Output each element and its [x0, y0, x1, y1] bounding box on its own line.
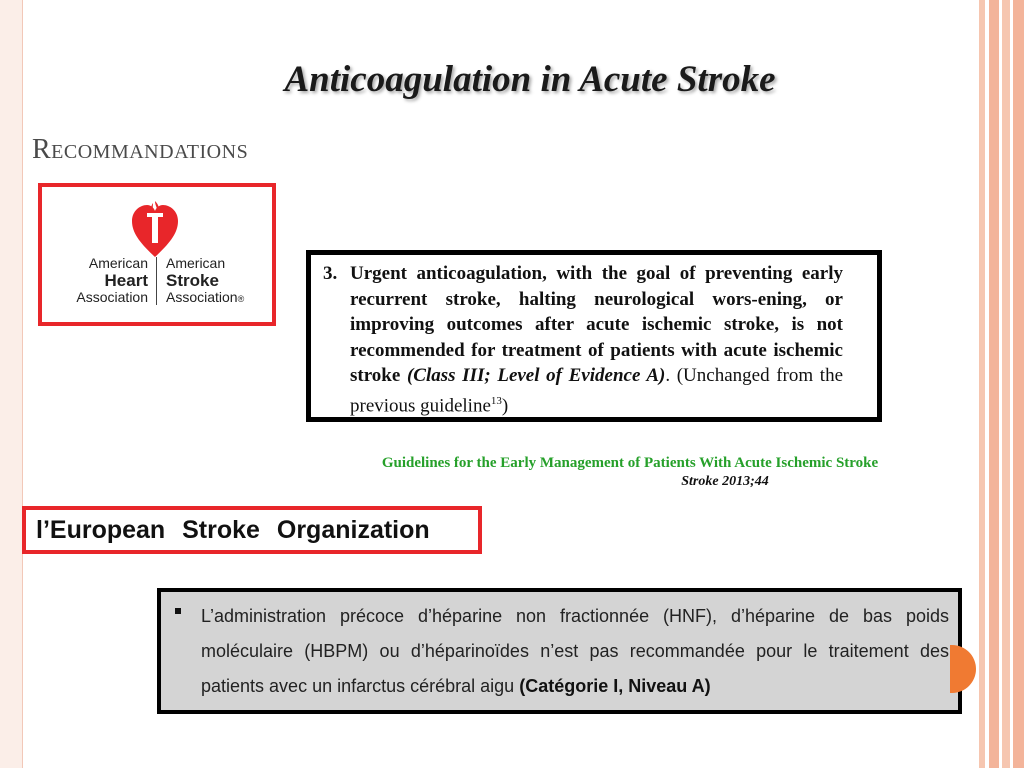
- eso-recommendation-body: L’administration précoce d’héparine non fractionnée (HNF), d’héparine de bas poids moléculaire (HBPM) ou d’héparinoïdes n’est pas recommandée pour le traitement des patients avec un infarctus cérébral aigu: [201, 606, 949, 696]
- aha-line-2: Heart: [104, 271, 148, 290]
- eso-label-box: [22, 506, 482, 554]
- asa-line-1: American: [166, 255, 226, 271]
- citation-journal: Stroke 2013;44: [681, 474, 769, 489]
- recommendation-number: 3.: [323, 263, 338, 284]
- logo-divider: [156, 257, 157, 305]
- right-border-stripes: [979, 0, 1024, 768]
- aha-asa-logo: [38, 183, 276, 326]
- eso-recommendation-text: [201, 599, 949, 704]
- aha-line-3: Association: [76, 289, 148, 305]
- bullet-icon: [175, 608, 181, 614]
- left-border-stripe: [0, 0, 22, 768]
- aha-wordmark: [56, 255, 148, 306]
- asa-line-3: Association: [166, 289, 238, 305]
- asa-wordmark: [166, 255, 266, 308]
- recommendation-text: [323, 261, 843, 418]
- eso-label: l’European Stroke Organization: [36, 516, 430, 544]
- citation-title: Guidelines for the Early Management of Patients With Acute Ischemic Stroke: [381, 455, 879, 471]
- aha-line-1: American: [88, 255, 148, 271]
- section-heading: Recommandations: [32, 134, 249, 165]
- recommendation-class-level: (Class III; Level of Evidence A): [406, 365, 666, 386]
- registered-mark: ®: [237, 294, 245, 304]
- aha-recommendation-box: [306, 250, 882, 422]
- slide-title: Anticoagulation in Acute Stroke: [284, 59, 776, 100]
- recommendation-ref: 13: [490, 394, 502, 407]
- recommendation-tail: . (Unchanged from the previous guideline: [350, 365, 844, 416]
- eso-recommendation-box: [157, 588, 962, 714]
- heart-torch-icon: [130, 199, 180, 259]
- eso-recommendation-category: (Catégorie I, Niveau A): [519, 676, 711, 696]
- recommendation-body: Urgent anticoagulation, with the goal of preventing early recurrent stroke, halting neurological wors-ening, or improving outcomes after acute ischemic stroke, is not recommended for treatment of patients with acute ischemic stroke: [350, 263, 843, 386]
- recommendation-close: ): [501, 394, 509, 416]
- asa-line-2: Stroke: [166, 271, 219, 290]
